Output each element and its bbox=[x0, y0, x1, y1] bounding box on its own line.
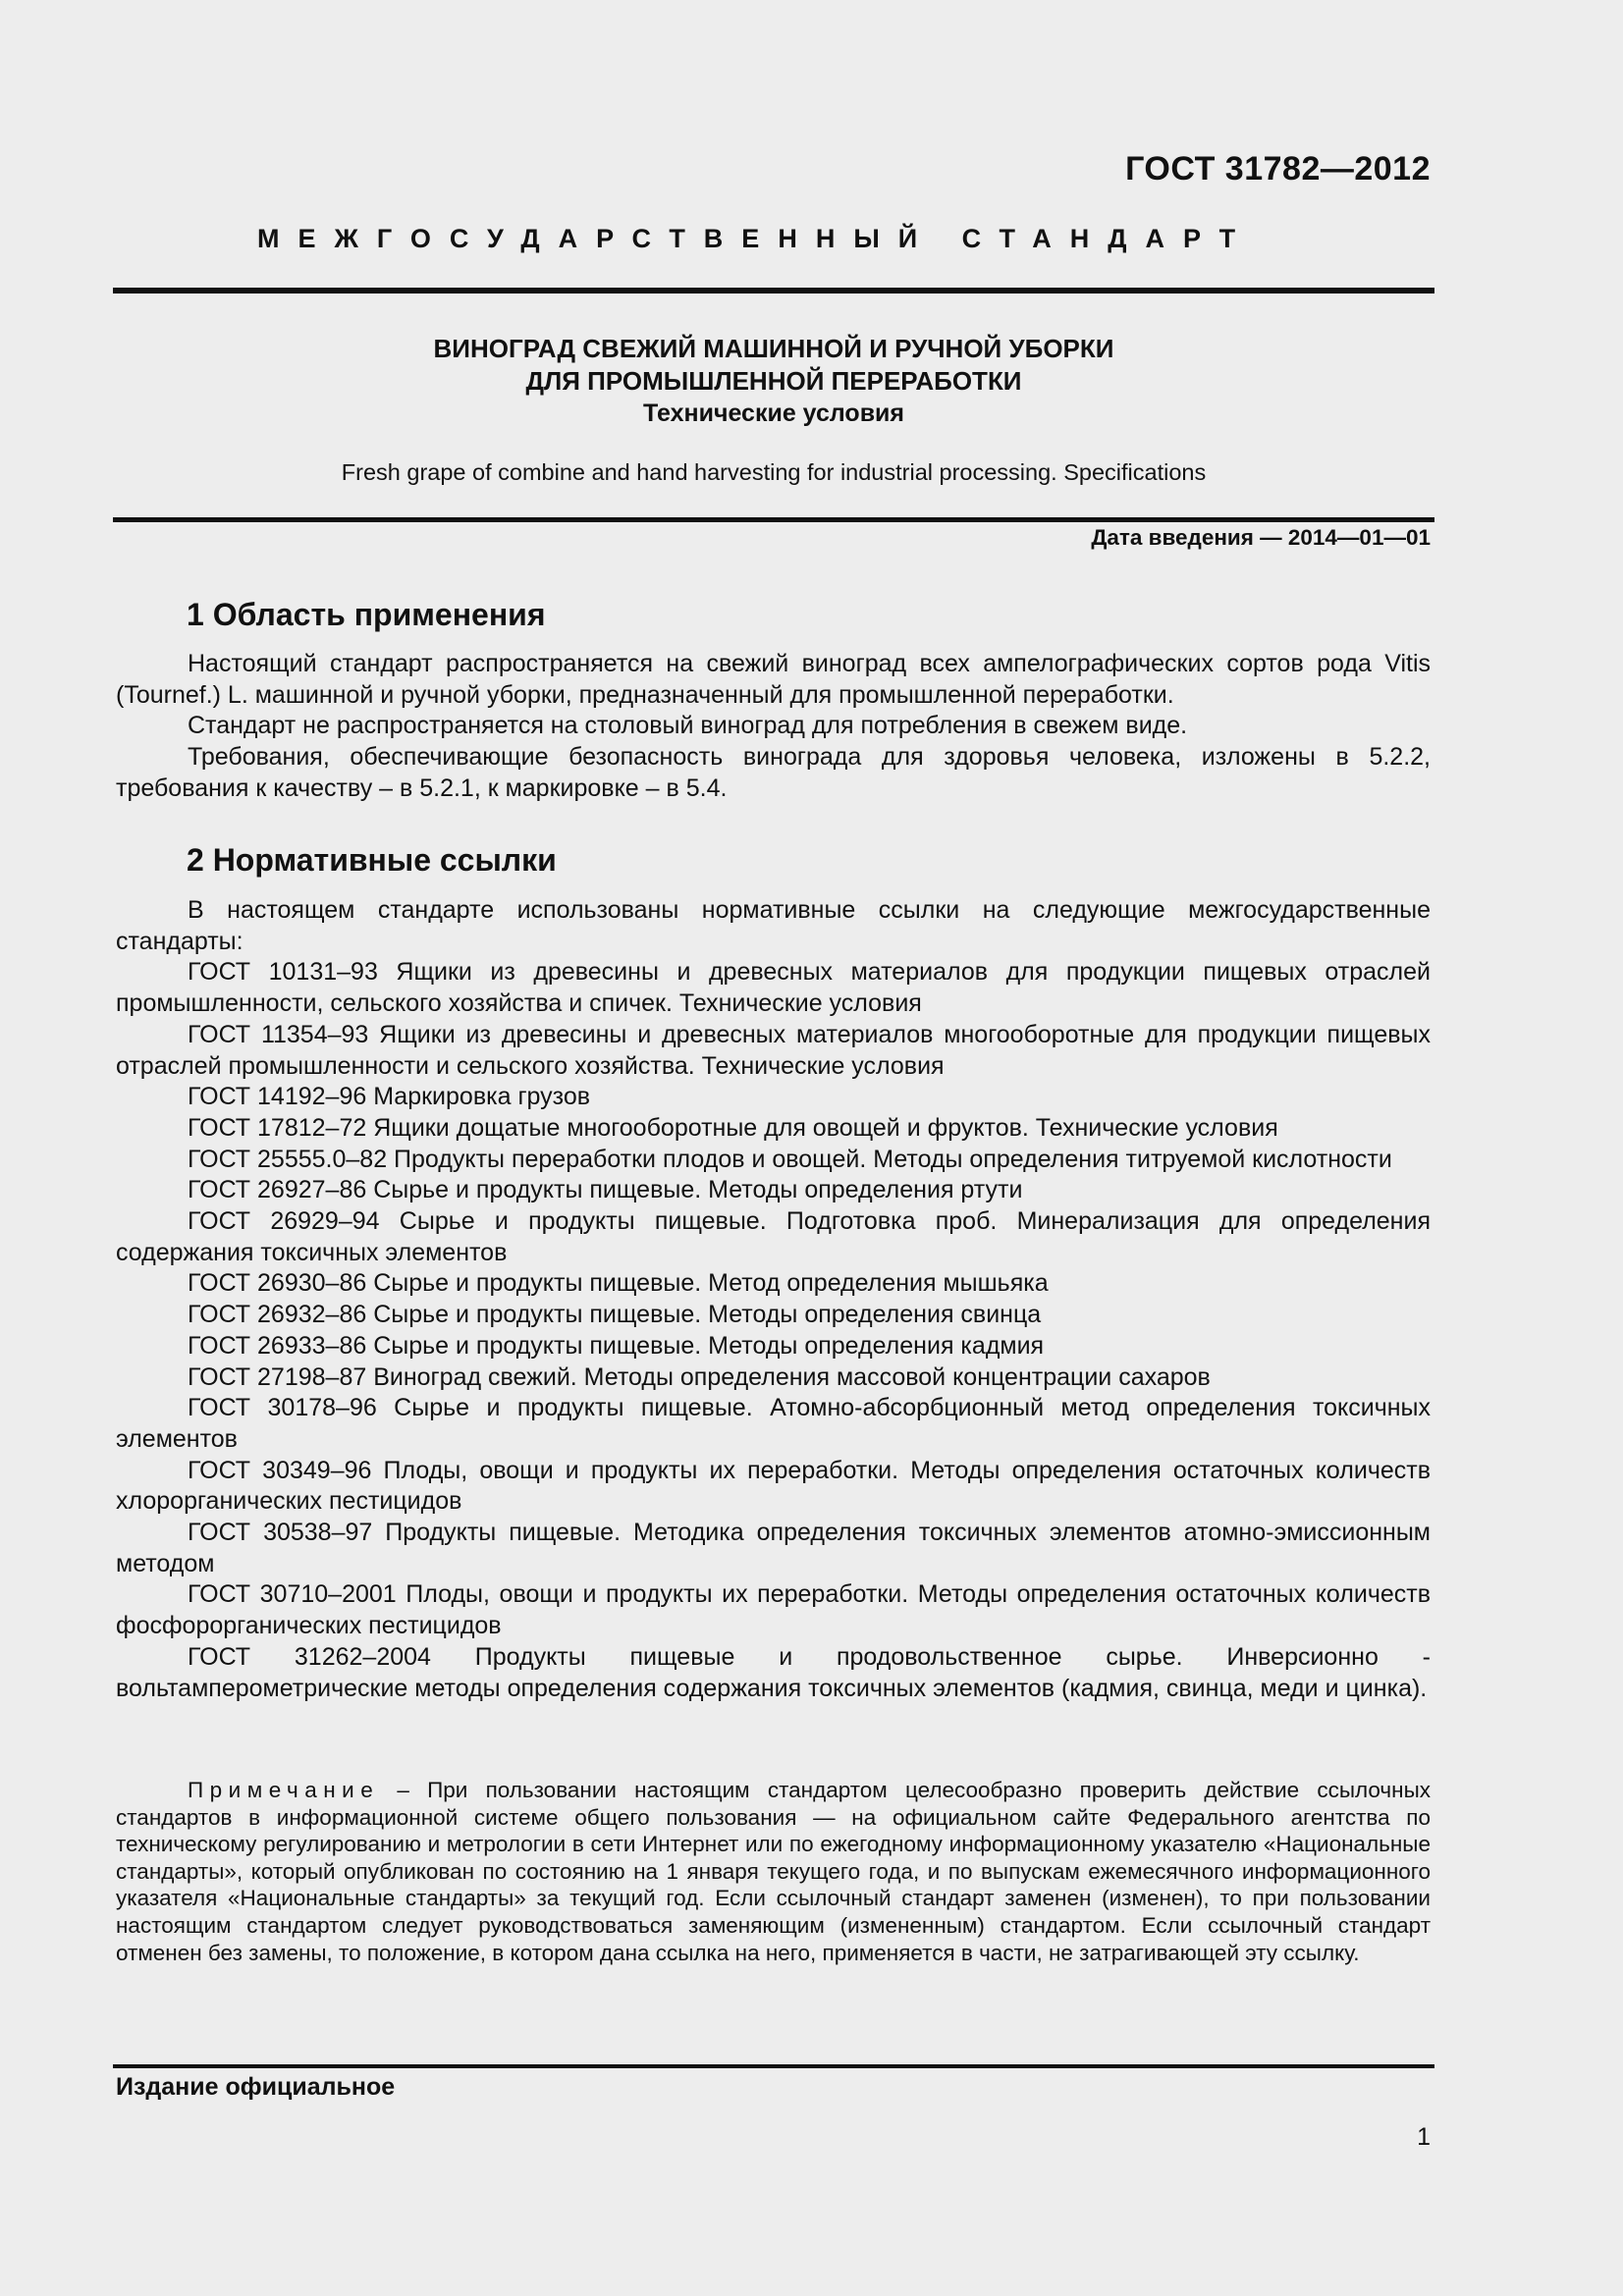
note-label: Примечание bbox=[188, 1778, 380, 1802]
title-line-2: ДЛЯ ПРОМЫШЛЕННОЙ ПЕРЕРАБОТКИ bbox=[525, 366, 1022, 396]
reference-item: ГОСТ 30538–97 Продукты пищевые. Методика определения токсичных элементов атомно-эмиссионным методом bbox=[116, 1519, 1431, 1577]
edition-label: Издание официальное bbox=[116, 2073, 396, 2101]
english-title: Fresh grape of combine and hand harvesting for industrial processing. Specifications bbox=[341, 459, 1207, 485]
document-code: ГОСТ 31782—2012 bbox=[1125, 150, 1431, 187]
introduction-date: Дата введения — 2014—01—01 bbox=[1091, 525, 1431, 550]
reference-item: ГОСТ 27198–87 Виноград свежий. Методы определения массовой концентрации сахаров bbox=[188, 1362, 1211, 1391]
reference-item: ГОСТ 25555.0–82 Продукты переработки плодов и овощей. Методы определения титруемой кислотности bbox=[188, 1145, 1392, 1173]
paragraph: В настоящем стандарте использованы нормативные ссылки на следующие межгосударственные стандарты: bbox=[116, 896, 1431, 955]
reference-item: ГОСТ 14192–96 Маркировка грузов bbox=[188, 1083, 591, 1111]
reference-item: ГОСТ 30349–96 Плоды, овощи и продукты их переработки. Методы определения остаточных количеств хлорорганических пестицидов bbox=[116, 1456, 1431, 1516]
reference-item: ГОСТ 30178–96 Сырье и продукты пищевые. Атомно-абсорбционный метод определения токсичных элементов bbox=[116, 1394, 1431, 1453]
reference-item: ГОСТ 26929–94 Сырье и продукты пищевые. Подготовка проб. Минерализация для определения содержания токсичных элементов bbox=[116, 1207, 1431, 1266]
title-subtitle: Технические условия bbox=[642, 400, 905, 427]
reference-item: ГОСТ 26932–86 Сырье и продукты пищевые. Методы определения свинца bbox=[188, 1301, 1042, 1329]
standard-type-heading: МЕЖГОСУДАРСТВЕННЫЙ СТАНДАРТ bbox=[257, 224, 1255, 253]
section-2-body bbox=[116, 895, 1431, 1704]
reference-item: ГОСТ 31262–2004 Продукты пищевые и продовольственное сырье. Инверсионно - вольтамперометрические методы определения содержания токсичных элементов (кадмия, свинца, меди и цинка). bbox=[116, 1642, 1431, 1702]
page-number: 1 bbox=[1417, 2123, 1431, 2151]
reference-item: ГОСТ 26930–86 Сырье и продукты пищевые. Метод определения мышьяка bbox=[188, 1269, 1049, 1298]
top-divider bbox=[113, 288, 1434, 294]
title-line-1: ВИНОГРАД СВЕЖИЙ МАШИННОЙ И РУЧНОЙ УБОРКИ bbox=[433, 334, 1114, 363]
reference-item: ГОСТ 10131–93 Ящики из древесины и древесных материалов для продукции пищевых отраслей промышленности, сельского хозяйства и спичек. Технические условия bbox=[116, 958, 1431, 1018]
section-1-heading: 1 Область применения bbox=[187, 597, 546, 632]
section-2-heading: 2 Нормативные ссылки bbox=[187, 842, 557, 878]
note-text: – При пользовании настоящим стандартом целесообразно проверить действие ссылочных стандартов в информационной системе общего пользования — на официальном сайте Федерального агентства по техническому регулированию и метрологии в сети Интернет или по ежегодному информационному указателю «Национальные стандарты», который опубликован по состоянию на 1 января текущего года, и по выпускам ежемесячного информационного указателя «Национальные стандарты» за текущий год. Если ссылочный стандарт заменен (изменен), то при пользовании настоящим стандартом следует руководствоваться заменяющим (измененным) стандартом. Если ссылочный стандарт отменен без замены, то положение, в котором дана ссылка на него, применяется в части, не затрагивающей эту ссылку. bbox=[116, 1778, 1431, 1965]
note bbox=[116, 1777, 1431, 1966]
reference-item: ГОСТ 17812–72 Ящики дощатые многооборотные для овощей и фруктов. Технические условия bbox=[188, 1113, 1278, 1142]
reference-item: ГОСТ 11354–93 Ящики из древесины и древесных материалов многооборотные для продукции пищевых отраслей промышленности и сельского хозяйства. Технические условия bbox=[116, 1020, 1431, 1080]
footer-divider bbox=[113, 2064, 1434, 2068]
reference-item: ГОСТ 30710–2001 Плоды, овощи и продукты их переработки. Методы определения остаточных количеств фосфорорганических пестицидов bbox=[116, 1580, 1431, 1640]
reference-item: ГОСТ 26933–86 Сырье и продукты пищевые. Методы определения кадмия bbox=[188, 1331, 1045, 1360]
title-divider bbox=[113, 517, 1434, 522]
section-1-body bbox=[116, 649, 1431, 805]
paragraph: Настоящий стандарт распространяется на свежий виноград всех ампелографических сортов рода Vitis (Tournef.) L. машинной и ручной уборки, предназначенный для промышленной переработки. bbox=[116, 650, 1431, 709]
paragraph: Требования, обеспечивающие безопасность винограда для здоровья человека, изложены в 5.2.2, требования к качеству – в 5.2.1, к маркировке – в 5.4. bbox=[116, 743, 1431, 802]
reference-item: ГОСТ 26927–86 Сырье и продукты пищевые. Методы определения ртути bbox=[188, 1176, 1023, 1204]
paragraph: Стандарт не распространяется на столовый виноград для потребления в свежем виде. bbox=[188, 712, 1188, 740]
